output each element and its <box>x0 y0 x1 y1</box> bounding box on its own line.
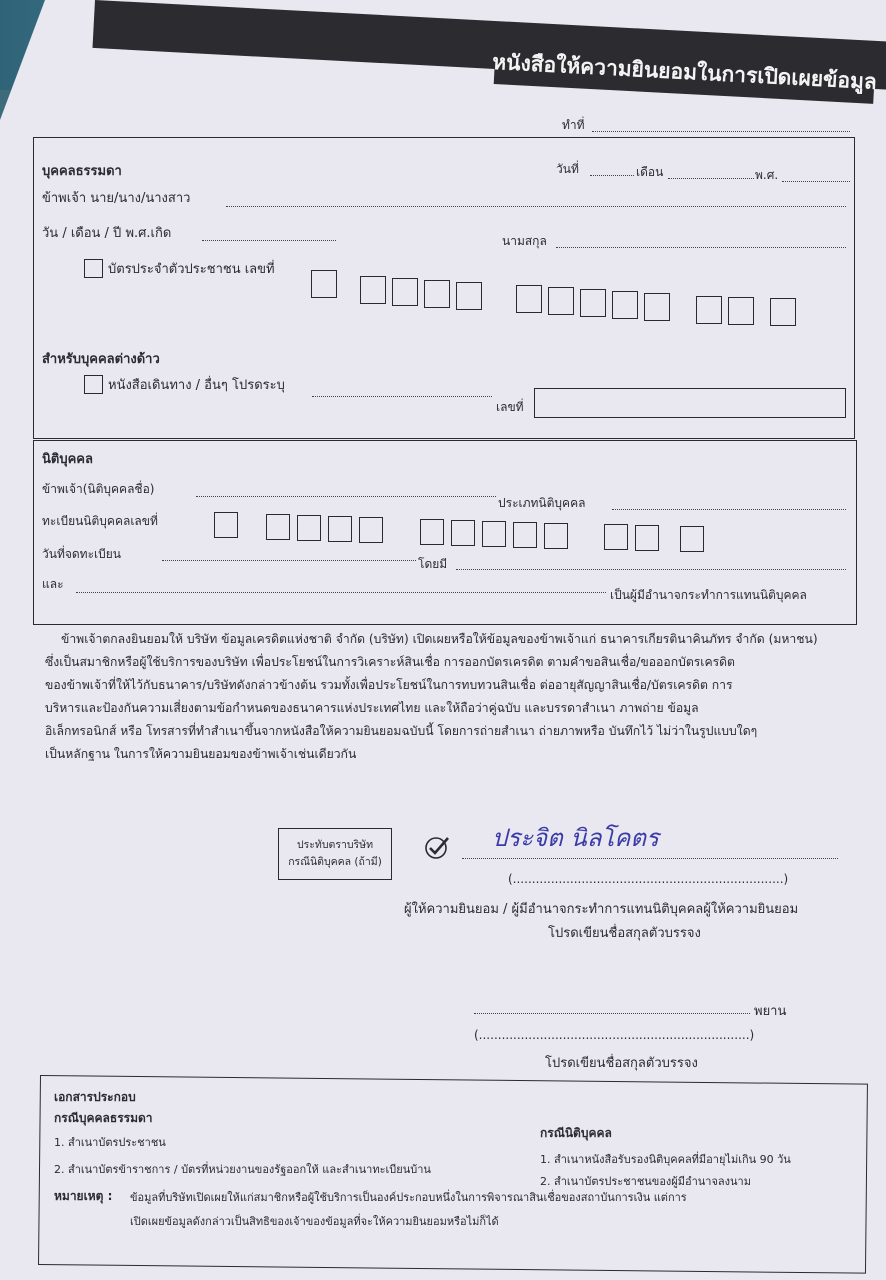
id-digit-box[interactable] <box>392 278 418 306</box>
juristic-doc-2: 2. สำเนาบัตรประชาชนของผู้มีอำนาจลงนาม <box>540 1175 751 1188</box>
reg-digit-box[interactable] <box>604 524 628 550</box>
consent-paragraph <box>45 628 855 766</box>
witness-label: พยาน <box>754 1004 787 1019</box>
id-digit-box[interactable] <box>644 293 670 321</box>
signature-print-note: โปรดเขียนชื่อสกุลตัวบรรจง <box>548 926 701 941</box>
reg-digit-box[interactable] <box>451 520 475 546</box>
name-field[interactable] <box>226 206 846 207</box>
reg-date-field[interactable] <box>162 560 416 561</box>
passport-number-field[interactable] <box>534 388 846 418</box>
date-day-label: วันที่ <box>556 162 579 176</box>
place-field[interactable] <box>592 131 850 132</box>
juristic-name-field[interactable] <box>196 496 496 497</box>
juristic-docs-heading: กรณีนิติบุคคล <box>540 1126 612 1140</box>
date-month-label: เดือน <box>636 165 664 179</box>
reg-digit-box[interactable] <box>513 522 537 548</box>
id-digit-box[interactable] <box>360 276 386 304</box>
by-field[interactable] <box>456 569 846 570</box>
and-field[interactable] <box>76 592 606 593</box>
reg-digit-box[interactable] <box>680 526 704 552</box>
stamp-line-1: ประทับตราบริษัท <box>296 839 374 851</box>
individual-doc-2: 2. สำเนาบัตรข้าราชการ / บัตรที่หน่วยงานของรัฐออกให้ และสำเนาทะเบียนบ้าน <box>54 1163 431 1176</box>
consent-line: ของข้าพเจ้าที่ให้ไว้กับธนาคาร/บริษัทดังกล่าวข้างต้น รวมทั้งเพื่อประโยชน์ในการทบทวนสินเชื่อ ต่ออายุสัญญาสินเชื่อ/บัตรเครดิต การ <box>45 678 733 692</box>
juristic-doc-1: 1. สำเนาหนังสือรับรองนิติบุคคลที่มีอายุไม่เกิน 90 วัน <box>540 1153 791 1166</box>
name-label: ข้าพเจ้า นาย/นาง/นางสาว <box>42 191 191 206</box>
reg-date-label: วันที่จดทะเบียน <box>42 547 121 561</box>
id-digit-box[interactable] <box>456 282 482 310</box>
id-card-checkbox[interactable] <box>84 259 103 278</box>
id-digit-box[interactable] <box>728 297 754 325</box>
reg-digit-box[interactable] <box>359 517 383 543</box>
reg-digit-box[interactable] <box>297 515 321 541</box>
dob-field[interactable] <box>202 240 336 241</box>
witness-name-paren[interactable]: (.......................................................................) <box>474 1028 755 1042</box>
consent-line: ซึ่งเป็นสมาชิกหรือผู้ใช้บริการของบริษัท เพื่อประโยชน์ในการวิเคราะห์สินเชื่อ การออกบัตรเครดิต ตามคำขอสินเชื่อ/ขอออกบัตรเครดิต <box>45 655 735 669</box>
juristic-type-label: ประเภทนิติบุคคล <box>498 496 586 510</box>
witness-print-note: โปรดเขียนชื่อสกุลตัวบรรจง <box>545 1056 698 1071</box>
consent-line: ข้าพเจ้าตกลงยินยอมให้ บริษัท ข้อมูลเครดิตแห่งชาติ จำกัด (บริษัท) เปิดเผยหรือให้ข้อมูลของข้าพเจ้าแก่ ธนาคารเกียรตินาคินภัทร จำกัด (มหาชน) <box>61 632 818 646</box>
individual-doc-1: 1. สำเนาบัตรประชาชน <box>54 1136 166 1149</box>
id-digit-box[interactable] <box>516 285 542 313</box>
id-digit-box[interactable] <box>696 296 722 324</box>
handwritten-signature: ประจิต นิลโคตร <box>492 824 659 852</box>
juristic-heading: นิติบุคคล <box>42 452 93 467</box>
consent-line: บริหารและป้องกันความเสี่ยงตามข้อกำหนดของธนาคารแห่งประเทศไทย และให้ถือว่าคู่ฉบับ และบรรดาสำเนา ภาพถ่าย ข้อมูล <box>45 701 699 715</box>
passport-checkbox[interactable] <box>84 375 103 394</box>
dob-label: วัน / เดือน / ปี พ.ศ.เกิด <box>42 226 172 241</box>
reg-no-label: ทะเบียนนิติบุคคลเลขที่ <box>42 514 158 528</box>
note-line-2: เปิดเผยข้อมูลดังกล่าวเป็นสิทธิของเจ้าของข้อมูลที่จะให้ความยินยอมหรือไม่ก็ได้ <box>130 1215 499 1228</box>
attachments-heading: เอกสารประกอบ <box>54 1090 136 1104</box>
company-stamp-box[interactable] <box>278 828 392 880</box>
date-year-label: พ.ศ. <box>755 168 779 182</box>
juristic-type-field[interactable] <box>612 509 846 510</box>
reg-digit-box[interactable] <box>214 512 238 538</box>
id-digit-box[interactable] <box>548 287 574 315</box>
signature-line[interactable] <box>462 858 838 859</box>
signature-caption: ผู้ให้ความยินยอม / ผู้มีอำนาจกระทำการแทนนิติบุคคลผู้ให้ความยินยอม <box>404 902 799 917</box>
individual-heading: บุคคลธรรมดา <box>42 164 122 179</box>
note-label: หมายเหตุ : <box>54 1189 113 1203</box>
reg-digit-box[interactable] <box>482 521 506 547</box>
id-digit-box[interactable] <box>770 298 796 326</box>
reg-digit-box[interactable] <box>544 523 568 549</box>
id-digit-box[interactable] <box>424 280 450 308</box>
note-line-1: ข้อมูลที่บริษัทเปิดเผยให้แก่สมาชิกหรือผู้ใช้บริการเป็นองค์ประกอบหนึ่งในการพิจารณาสินเชื่อของสถาบันการเงิน แต่การ <box>130 1191 687 1204</box>
id-digit-box[interactable] <box>612 291 638 319</box>
passport-type-field[interactable] <box>312 396 492 397</box>
form-title: หนังสือให้ความยินยอมในการเปิดเผยข้อมูล <box>494 40 876 104</box>
id-card-label: บัตรประจำตัวประชาชน เลขที่ <box>108 262 275 277</box>
stamp-line-2: กรณีนิติบุคคล (ถ้ามี) <box>288 856 382 868</box>
reg-digit-box[interactable] <box>420 519 444 545</box>
foreigner-heading: สำหรับบุคคลต่างด้าว <box>42 352 160 367</box>
signature-name-paren[interactable]: (.......................................................................) <box>508 872 789 886</box>
reg-digit-box[interactable] <box>266 514 290 540</box>
surname-label: นามสกุล <box>502 234 547 248</box>
and-label: และ <box>42 577 64 591</box>
surname-field[interactable] <box>556 247 846 248</box>
place-label: ทำที่ <box>562 118 585 132</box>
consent-line: เป็นหลักฐาน ในการให้ความยินยอมของข้าพเจ้าเช่นเดียวกัน <box>45 747 357 761</box>
id-digit-box[interactable] <box>580 289 606 317</box>
by-label: โดยมี <box>418 557 448 571</box>
id-digit-box[interactable] <box>311 270 337 298</box>
individual-docs-heading: กรณีบุคคลธรรมดา <box>54 1111 153 1125</box>
reg-digit-box[interactable] <box>635 525 659 551</box>
reg-digit-box[interactable] <box>328 516 352 542</box>
consent-line: อิเล็กทรอนิกส์ หรือ โทรสารที่ทำสำเนาขึ้นจากหนังสือให้ความยินยอมฉบับนี้ โดยการถ่ายสำเนา ถ่ายภาพหรือ บันทึกไว้ ไม่ว่าในรูปแบบใดๆ <box>45 724 758 738</box>
juristic-name-label: ข้าพเจ้า(นิติบุคคลชื่อ) <box>42 482 155 496</box>
authorized-label: เป็นผู้มีอำนาจกระทำการแทนนิติบุคคล <box>610 588 807 602</box>
witness-signature-line[interactable] <box>474 1013 750 1014</box>
passport-number-label: เลขที่ <box>496 400 524 414</box>
checkmark-icon <box>424 834 452 860</box>
passport-label: หนังสือเดินทาง / อื่นๆ โปรดระบุ <box>108 378 285 393</box>
